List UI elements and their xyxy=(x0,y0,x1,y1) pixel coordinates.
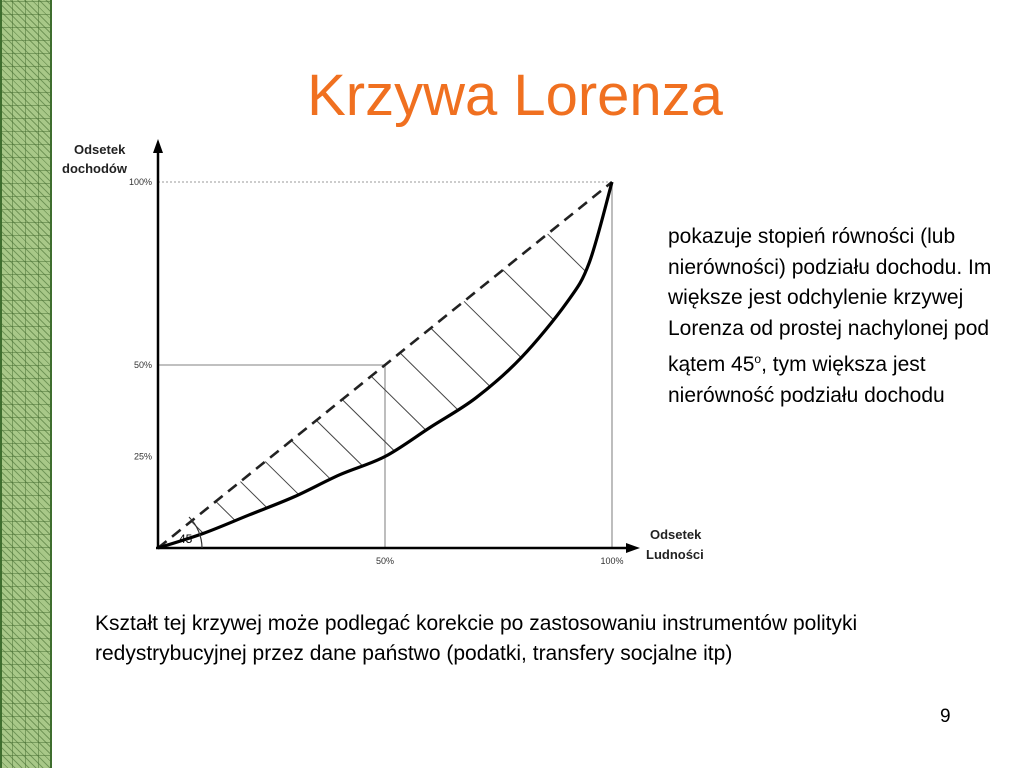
inequality-area-hatching xyxy=(191,234,585,533)
axes xyxy=(153,139,640,553)
degree-superscript: o xyxy=(754,352,762,366)
hatch-line xyxy=(503,270,553,319)
x-axis-title-line-1: Odsetek xyxy=(650,527,702,542)
page-number: 9 xyxy=(940,706,951,727)
hatch-line xyxy=(265,462,299,495)
hatch-line xyxy=(400,353,458,410)
angle-label: 45 xyxy=(179,532,193,546)
hatch-line xyxy=(240,482,267,508)
description-text-part-1: pokazuje stopień równości (lub nierówności) podziału dochodu. Im większe jest odchylenie krzywej Lorenza od prostej nachylonej pod kątem 45 xyxy=(668,225,992,376)
hatch-line xyxy=(291,441,330,480)
x-axis-title xyxy=(646,527,705,562)
y-axis-arrow xyxy=(153,139,163,153)
hatch-line xyxy=(216,501,235,520)
hatch-line xyxy=(548,234,585,271)
y-axis-title-line-1: Odsetek xyxy=(74,142,126,157)
y-tick-label: 100% xyxy=(128,177,152,187)
hatch-line xyxy=(342,400,394,451)
hatch-line xyxy=(316,420,362,465)
hatch-line xyxy=(464,301,521,357)
x-axis-title-line-2: Ludności xyxy=(646,547,704,562)
y-axis-title-line-2: dochodów xyxy=(62,161,127,176)
lorenz-curve-chart xyxy=(60,125,704,580)
y-axis-title xyxy=(62,142,129,176)
x-axis-arrow xyxy=(626,543,640,553)
x-tick-label: 50% xyxy=(375,556,395,566)
redistribution-note: Kształt tej krzywej może podlegać korekcie po zastosowaniu instrumentów polityki redystrybucyjnej przez dane państwo (podatki, transfery socjalne itp) xyxy=(95,612,858,665)
hatch-line xyxy=(431,328,490,386)
decorative-side-stripe xyxy=(0,0,52,768)
x-tick-label: 100% xyxy=(600,556,624,566)
y-tick-label: 50% xyxy=(133,360,152,370)
description-text-part-2: , tym większa jest nierówność podziału dochodu xyxy=(668,353,945,407)
slide-title: Krzywa Lorenza xyxy=(307,63,723,128)
chart-description xyxy=(668,222,998,411)
y-tick-label: 25% xyxy=(133,451,152,462)
hatch-line xyxy=(371,376,426,430)
